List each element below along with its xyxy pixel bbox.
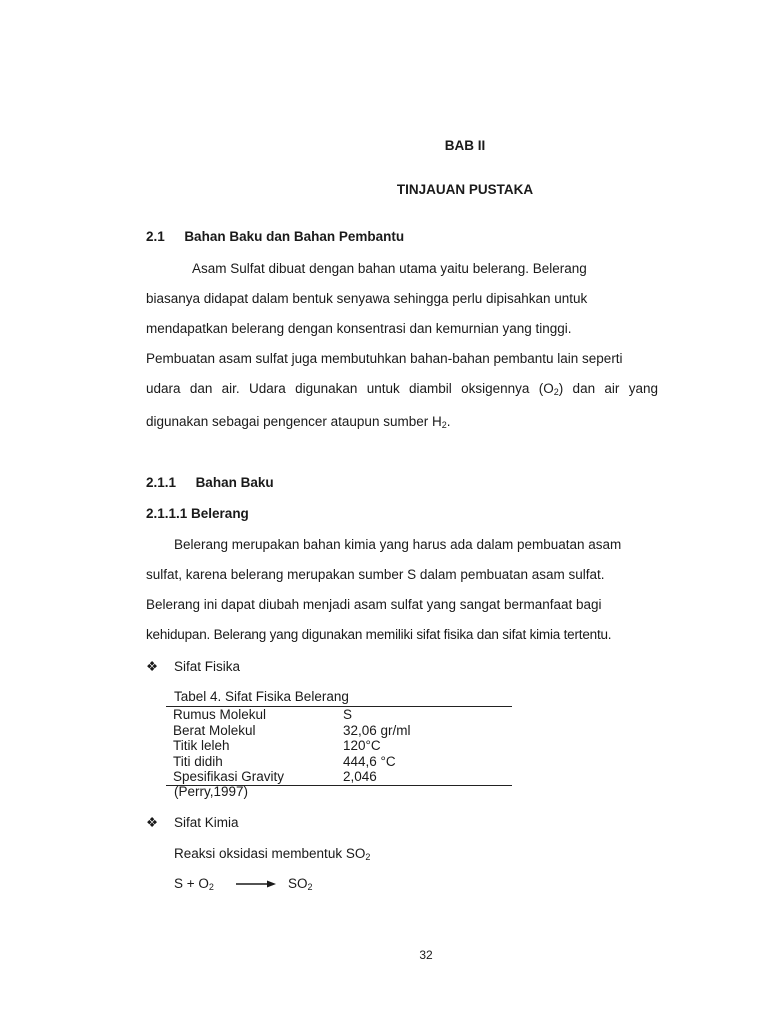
- paragraph-line: Belerang merupakan bahan kimia yang harus ada dalam pembuatan asam: [174, 537, 622, 552]
- table-row: [166, 723, 512, 739]
- subscript: 2: [553, 387, 559, 397]
- section-title: Bahan Baku dan Bahan Pembantu: [184, 229, 405, 244]
- reaction-text: Reaksi oksidasi membentuk SO: [174, 846, 366, 861]
- equation-reactants: [174, 876, 236, 892]
- properties-table: [166, 706, 512, 786]
- reaction-arrow-icon: [236, 879, 276, 889]
- diamond-bullet-icon: ❖: [146, 815, 159, 830]
- table-cell-property: Titik leleh: [173, 738, 230, 754]
- section-number: 2.1.1: [146, 475, 177, 490]
- chapter-heading: BAB II: [444, 138, 486, 153]
- paragraph-line: biasanya didapat dalam bentuk senyawa sehingga perlu dipisahkan untuk: [146, 291, 588, 306]
- table-cell-value: 120°C: [343, 738, 381, 754]
- paragraph-line: Belerang ini dapat diubah menjadi asam sulfat yang sangat bermanfaat bagi: [146, 597, 602, 612]
- equation-text: SO: [288, 876, 308, 891]
- table-row: [166, 707, 512, 723]
- table-cell-value: 444,6 °C: [343, 753, 396, 769]
- table-cell-value: S: [343, 707, 353, 722]
- diamond-bullet-icon: ❖: [146, 659, 159, 674]
- table-caption: Tabel 4. Sifat Fisika Belerang: [174, 689, 349, 704]
- paragraph-line: Asam Sulfat dibuat dengan bahan utama yaitu belerang. Belerang: [192, 261, 587, 276]
- section-heading-2-1-1-1: 2.1.1.1 Belerang: [146, 506, 249, 521]
- line-text: ) dan air yang: [558, 381, 658, 396]
- line-text: digunakan sebagai pengencer ataupun sumber H: [146, 414, 442, 429]
- paragraph-line: [146, 374, 658, 407]
- bullet-label: Sifat Fisika: [174, 659, 241, 674]
- bullet-label: Sifat Kimia: [174, 815, 239, 830]
- equation-text: S + O: [174, 876, 209, 891]
- section-heading-2-1: [146, 229, 404, 244]
- section-2-1-paragraph: [146, 254, 658, 440]
- table-row: [166, 769, 512, 785]
- paragraph-line: Pembuatan asam sulfat juga membutuhkan bahan-bahan pembantu lain seperti: [146, 351, 623, 366]
- subscript: 2: [208, 882, 214, 892]
- chapter-title: TINJAUAN PUSTAKA: [396, 182, 534, 197]
- reaction-label: [174, 846, 370, 862]
- paragraph-line: mendapatkan belerang dengan konsentrasi dan kemurnian yang tinggi.: [146, 321, 572, 336]
- table-cell-value: 2,046: [343, 769, 377, 785]
- reaction-equation: [174, 876, 313, 892]
- bullet-sifat-kimia: [146, 815, 239, 831]
- bullet-sifat-fisika: [146, 659, 240, 675]
- line-text: .: [446, 414, 451, 429]
- subscript: 2: [307, 882, 313, 892]
- equation-product: [288, 876, 313, 892]
- table-source: (Perry,1997): [174, 784, 249, 799]
- paragraph-line: kehidupan. Belerang yang digunakan memiliki sifat fisika dan sifat kimia tertentu.: [146, 627, 612, 642]
- section-title: Bahan Baku: [195, 475, 274, 490]
- line-text: udara dan air. Udara digunakan untuk diambil oksigennya (O: [146, 381, 554, 396]
- section-2-1-1-1-paragraph: [146, 530, 658, 650]
- paragraph-line: sulfat, karena belerang merupakan sumber S dalam pembuatan asam sulfat.: [146, 567, 605, 582]
- section-number: 2.1: [146, 229, 165, 244]
- subscript: 2: [441, 420, 447, 430]
- table-cell-value: 32,06 gr/ml: [343, 722, 411, 738]
- table-cell-property: Spesifikasi Gravity: [173, 769, 285, 785]
- table-cell-property: Titi didih: [173, 753, 223, 769]
- page-number: 32: [419, 948, 433, 962]
- table-cell-property: Rumus Molekul: [173, 707, 267, 722]
- section-heading-2-1-1: [146, 475, 274, 490]
- subscript: 2: [365, 852, 371, 862]
- paragraph-line: [146, 407, 658, 440]
- table-row: [166, 738, 512, 754]
- table-row: [166, 754, 512, 770]
- table-cell-property: Berat Molekul: [173, 722, 256, 738]
